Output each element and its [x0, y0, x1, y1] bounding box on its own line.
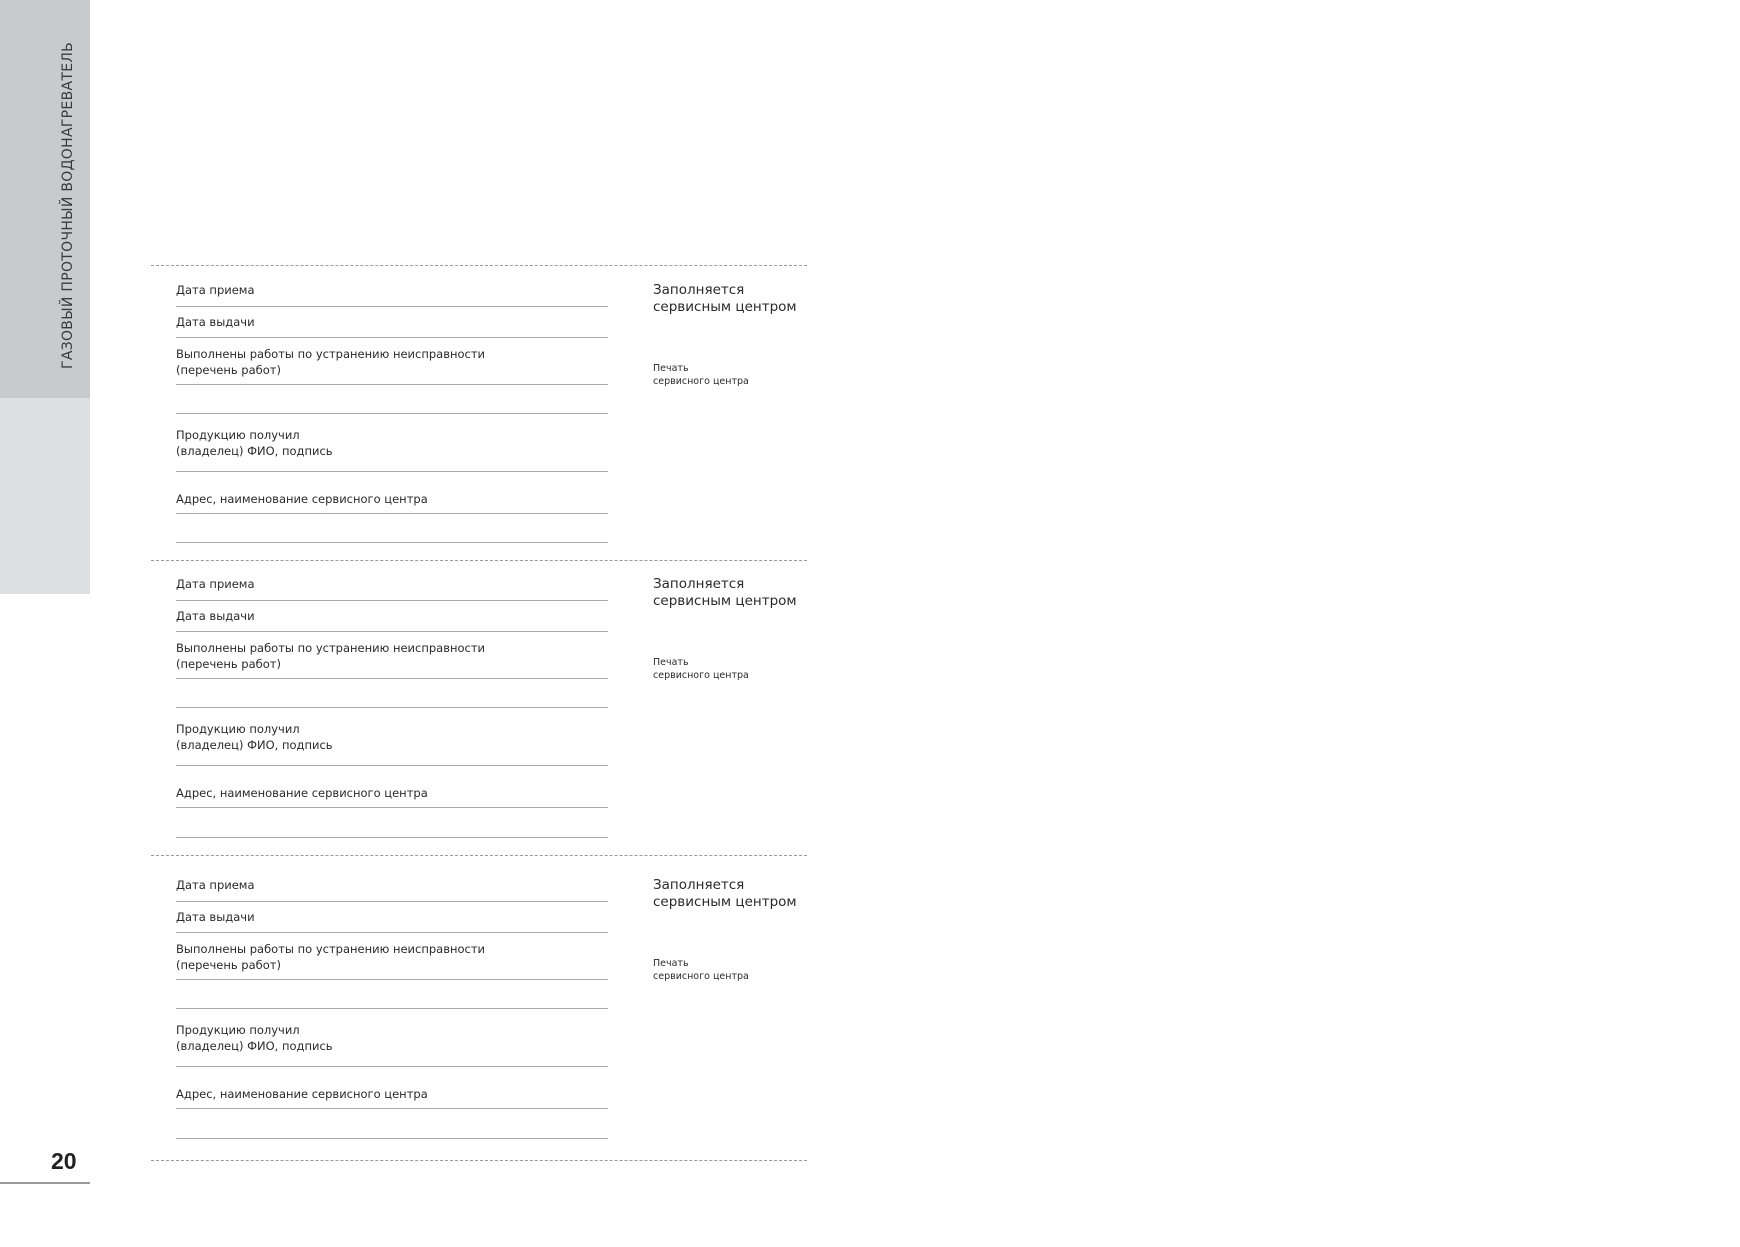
work-done-line[interactable] — [176, 979, 608, 980]
date-issued-line[interactable] — [176, 337, 608, 338]
service-address-label: Адрес, наименование сервисного центра — [176, 492, 428, 506]
received-by-line[interactable] — [176, 765, 608, 766]
service-address-label: Адрес, наименование сервисного центра — [176, 1087, 428, 1101]
date-issued-label: Дата выдачи — [176, 315, 255, 329]
work-done-label: Выполнены работы по устранению неисправности — [176, 347, 486, 361]
work-done-sublabel: (перечень работ) — [176, 958, 281, 972]
received-by-sublabel: (владелец) ФИО, подпись — [176, 738, 333, 752]
work-done-line-extra[interactable] — [176, 707, 608, 708]
stamp-note-sub: сервисного центра — [653, 971, 749, 982]
filled-by-note-sub: сервисным центром — [653, 299, 797, 315]
date-issued-label: Дата выдачи — [176, 910, 255, 924]
work-done-line[interactable] — [176, 678, 608, 679]
service-address-line-extra[interactable] — [176, 837, 608, 838]
stamp-note: Печать — [653, 363, 689, 374]
service-address-label: Адрес, наименование сервисного центра — [176, 786, 428, 800]
work-done-sublabel: (перечень работ) — [176, 657, 281, 671]
date-received-line[interactable] — [176, 901, 608, 902]
service-record-form — [0, 265, 810, 555]
date-received-label: Дата приема — [176, 577, 255, 591]
stamp-note: Печать — [653, 958, 689, 969]
service-address-line-extra[interactable] — [176, 542, 608, 543]
stamp-note: Печать — [653, 657, 689, 668]
service-record-form — [0, 855, 810, 1145]
vertical-product-title: ГАЗОВЫЙ ПРОТОЧНЫЙ ВОДОНАГРЕВАТЕЛЬ — [60, 41, 76, 369]
received-by-line[interactable] — [176, 471, 608, 472]
filled-by-note: Заполняется — [653, 282, 745, 298]
received-by-sublabel: (владелец) ФИО, подпись — [176, 1039, 333, 1053]
date-issued-line[interactable] — [176, 932, 608, 933]
received-by-label: Продукцию получил — [176, 1023, 300, 1037]
filled-by-note: Заполняется — [653, 877, 745, 893]
received-by-label: Продукцию получил — [176, 428, 300, 442]
received-by-sublabel: (владелец) ФИО, подпись — [176, 444, 333, 458]
work-done-line-extra[interactable] — [176, 413, 608, 414]
filled-by-note-sub: сервисным центром — [653, 894, 797, 910]
date-received-line[interactable] — [176, 306, 608, 307]
filled-by-note-sub: сервисным центром — [653, 593, 797, 609]
service-address-line[interactable] — [176, 1108, 608, 1109]
date-received-label: Дата приема — [176, 878, 255, 892]
work-done-label: Выполнены работы по устранению неисправности — [176, 641, 486, 655]
service-record-form — [0, 560, 810, 850]
cut-line — [151, 1160, 807, 1161]
work-done-line-extra[interactable] — [176, 1008, 608, 1009]
service-address-line[interactable] — [176, 807, 608, 808]
page-number: 20 — [51, 1148, 77, 1174]
service-address-line[interactable] — [176, 513, 608, 514]
date-issued-line[interactable] — [176, 631, 608, 632]
page-number-underline — [0, 1182, 90, 1184]
stamp-note-sub: сервисного центра — [653, 670, 749, 681]
date-received-label: Дата приема — [176, 283, 255, 297]
received-by-line[interactable] — [176, 1066, 608, 1067]
received-by-label: Продукцию получил — [176, 722, 300, 736]
date-received-line[interactable] — [176, 600, 608, 601]
date-issued-label: Дата выдачи — [176, 609, 255, 623]
work-done-label: Выполнены работы по устранению неисправности — [176, 942, 486, 956]
filled-by-note: Заполняется — [653, 576, 745, 592]
stamp-note-sub: сервисного центра — [653, 376, 749, 387]
service-address-line-extra[interactable] — [176, 1138, 608, 1139]
work-done-line[interactable] — [176, 384, 608, 385]
work-done-sublabel: (перечень работ) — [176, 363, 281, 377]
